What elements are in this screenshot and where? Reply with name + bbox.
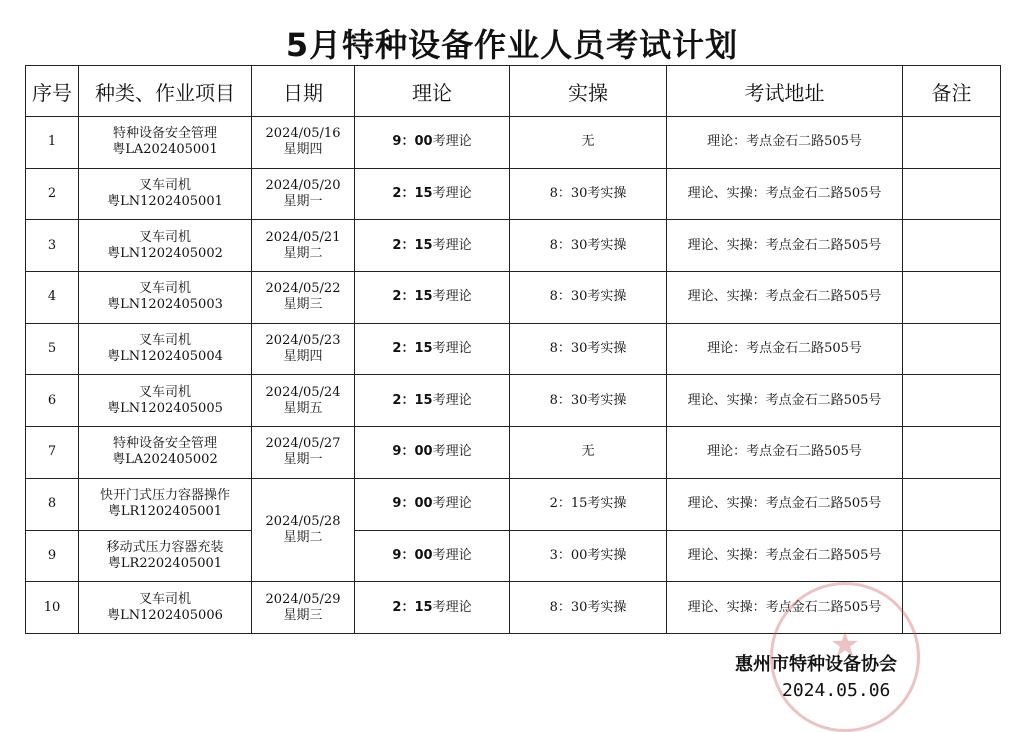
row-note xyxy=(903,582,1001,634)
table-row xyxy=(26,323,1001,375)
date-value: 2024/05/24 xyxy=(265,384,341,400)
category-name: 叉车司机 xyxy=(138,229,191,245)
weekday-value: 星期四 xyxy=(283,142,323,158)
category-code: 粤LN1202405004 xyxy=(107,349,223,365)
row-seq: 1 xyxy=(26,117,79,169)
table-header-row xyxy=(26,66,1001,117)
row-seq: 3 xyxy=(26,220,79,272)
row-note xyxy=(903,168,1001,220)
category-name: 特种设备安全管理 xyxy=(112,126,217,142)
date-value: 2024/05/29 xyxy=(265,591,341,607)
header-theory: 理论 xyxy=(355,66,510,117)
row-theory xyxy=(355,117,510,169)
theory-time: 9：00 xyxy=(392,444,433,460)
theory-suffix: 考理论 xyxy=(432,134,472,150)
row-practice: 3：00考实操 xyxy=(510,530,667,582)
row-address: 理论、实操：考点金石二路505号 xyxy=(667,272,903,324)
row-practice: 8：30考实操 xyxy=(510,220,667,272)
row-address: 理论、实操：考点金石二路505号 xyxy=(667,220,903,272)
row-note xyxy=(903,272,1001,324)
date-value: 2024/05/23 xyxy=(265,333,341,349)
row-address: 理论、实操：考点金石二路505号 xyxy=(667,582,903,634)
row-practice: 8：30考实操 xyxy=(510,323,667,375)
header-practice: 实操 xyxy=(510,66,667,117)
header-date: 日期 xyxy=(252,66,355,117)
row-date xyxy=(252,427,355,479)
row-theory xyxy=(355,427,510,479)
theory-time: 2：15 xyxy=(392,599,433,615)
category-code: 粤LA202405001 xyxy=(112,142,218,158)
table-row xyxy=(26,220,1001,272)
category-code: 粤LN1202405002 xyxy=(107,245,223,261)
theory-suffix: 考理论 xyxy=(432,392,472,408)
weekday-value: 星期一 xyxy=(283,452,323,468)
category-code: 粤LR2202405001 xyxy=(107,555,223,571)
row-category xyxy=(79,168,252,220)
row-address: 理论、实操：考点金石二路505号 xyxy=(667,375,903,427)
category-code: 粤LN1202405001 xyxy=(107,194,223,210)
row-address: 理论：考点金石二路505号 xyxy=(667,323,903,375)
row-note xyxy=(903,530,1001,582)
row-date xyxy=(252,323,355,375)
row-practice: 8：30考实操 xyxy=(510,168,667,220)
row-note xyxy=(903,323,1001,375)
weekday-value: 星期三 xyxy=(283,607,323,623)
weekday-value: 星期二 xyxy=(283,530,323,545)
category-name: 叉车司机 xyxy=(138,281,191,297)
row-seq: 2 xyxy=(26,168,79,220)
row-seq: 5 xyxy=(26,323,79,375)
seal-star-icon: ★ xyxy=(829,625,861,665)
exam-schedule-table xyxy=(25,65,1001,634)
theory-time: 9：00 xyxy=(392,134,433,150)
theory-suffix: 考理论 xyxy=(432,599,472,615)
table-row xyxy=(26,427,1001,479)
row-theory xyxy=(355,530,510,582)
row-address: 理论：考点金石二路505号 xyxy=(667,427,903,479)
date-value: 2024/05/20 xyxy=(265,178,341,194)
weekday-value: 星期五 xyxy=(283,400,323,416)
table-row xyxy=(26,530,1001,582)
weekday-value: 星期二 xyxy=(283,245,323,261)
category-name: 叉车司机 xyxy=(138,591,191,607)
theory-suffix: 考理论 xyxy=(432,496,472,512)
theory-time: 2：15 xyxy=(392,186,433,202)
row-category xyxy=(79,220,252,272)
issuing-organization: 惠州市特种设备协会 xyxy=(735,654,897,675)
table-row xyxy=(26,168,1001,220)
row-date xyxy=(252,582,355,634)
row-seq: 7 xyxy=(26,427,79,479)
row-seq: 6 xyxy=(26,375,79,427)
row-practice: 8：30考实操 xyxy=(510,582,667,634)
category-code: 粤LN1202405005 xyxy=(107,400,223,416)
date-value: 2024/05/22 xyxy=(265,281,341,297)
header-address: 考试地址 xyxy=(667,66,903,117)
category-code: 粤LA202405002 xyxy=(112,452,218,468)
category-code: 粤LN1202405003 xyxy=(107,297,223,313)
theory-time: 2：15 xyxy=(392,392,433,408)
date-value: 2024/05/28 xyxy=(265,514,341,529)
row-category xyxy=(79,323,252,375)
category-name: 特种设备安全管理 xyxy=(112,436,217,452)
row-practice: 8：30考实操 xyxy=(510,375,667,427)
category-name: 叉车司机 xyxy=(138,384,191,400)
date-value: 2024/05/27 xyxy=(265,436,341,452)
theory-time: 2：15 xyxy=(392,237,433,253)
issue-date: 2024.05.06 xyxy=(782,680,891,701)
row-date xyxy=(252,272,355,324)
row-category xyxy=(79,427,252,479)
weekday-value: 星期三 xyxy=(283,297,323,313)
theory-suffix: 考理论 xyxy=(432,341,472,357)
table-row xyxy=(26,375,1001,427)
row-address: 理论、实操：考点金石二路505号 xyxy=(667,478,903,530)
row-category xyxy=(79,375,252,427)
row-date xyxy=(252,220,355,272)
row-date xyxy=(252,375,355,427)
row-theory xyxy=(355,478,510,530)
theory-time: 9：00 xyxy=(392,496,433,512)
theory-suffix: 考理论 xyxy=(432,186,472,202)
row-practice: 8：30考实操 xyxy=(510,272,667,324)
weekday-value: 星期一 xyxy=(283,194,323,210)
row-seq: 10 xyxy=(26,582,79,634)
theory-time: 9：00 xyxy=(392,547,433,563)
row-address: 理论、实操：考点金石二路505号 xyxy=(667,530,903,582)
row-theory xyxy=(355,375,510,427)
table-row xyxy=(26,478,1001,530)
row-theory xyxy=(355,220,510,272)
row-address: 理论：考点金石二路505号 xyxy=(667,117,903,169)
row-category xyxy=(79,117,252,169)
category-code: 粤LR1202405001 xyxy=(107,504,223,520)
category-name: 移动式压力容器充装 xyxy=(106,539,224,555)
row-seq: 4 xyxy=(26,272,79,324)
category-name: 叉车司机 xyxy=(138,178,191,194)
row-practice: 无 xyxy=(510,117,667,169)
row-theory xyxy=(355,272,510,324)
date-value: 2024/05/16 xyxy=(265,126,341,142)
row-note xyxy=(903,427,1001,479)
row-note xyxy=(903,117,1001,169)
row-note xyxy=(903,220,1001,272)
theory-suffix: 考理论 xyxy=(432,547,472,563)
theory-suffix: 考理论 xyxy=(432,444,472,460)
table-row xyxy=(26,117,1001,169)
row-note xyxy=(903,375,1001,427)
row-category xyxy=(79,478,252,530)
weekday-value: 星期四 xyxy=(283,349,323,365)
header-category: 种类、作业项目 xyxy=(79,66,252,117)
date-value: 2024/05/21 xyxy=(265,229,341,245)
theory-suffix: 考理论 xyxy=(432,289,472,305)
row-address: 理论、实操：考点金石二路505号 xyxy=(667,168,903,220)
row-date xyxy=(252,168,355,220)
table-row xyxy=(26,272,1001,324)
row-date xyxy=(252,117,355,169)
category-code: 粤LN1202405006 xyxy=(107,607,223,623)
row-category xyxy=(79,272,252,324)
row-theory xyxy=(355,168,510,220)
row-theory xyxy=(355,323,510,375)
page-title: 5月特种设备作业人员考试计划 xyxy=(285,26,739,64)
row-category xyxy=(79,582,252,634)
row-date xyxy=(252,478,355,581)
header-seq: 序号 xyxy=(26,66,79,117)
table-row xyxy=(26,582,1001,634)
theory-time: 2：15 xyxy=(392,341,433,357)
row-note xyxy=(903,478,1001,530)
theory-time: 2：15 xyxy=(392,289,433,305)
row-seq: 9 xyxy=(26,530,79,582)
row-category xyxy=(79,530,252,582)
row-practice: 2：15考实操 xyxy=(510,478,667,530)
row-practice: 无 xyxy=(510,427,667,479)
row-seq: 8 xyxy=(26,478,79,530)
theory-suffix: 考理论 xyxy=(432,237,472,253)
header-note: 备注 xyxy=(903,66,1001,117)
category-name: 叉车司机 xyxy=(138,333,191,349)
category-name: 快开门式压力容器操作 xyxy=(99,488,230,504)
row-theory xyxy=(355,582,510,634)
